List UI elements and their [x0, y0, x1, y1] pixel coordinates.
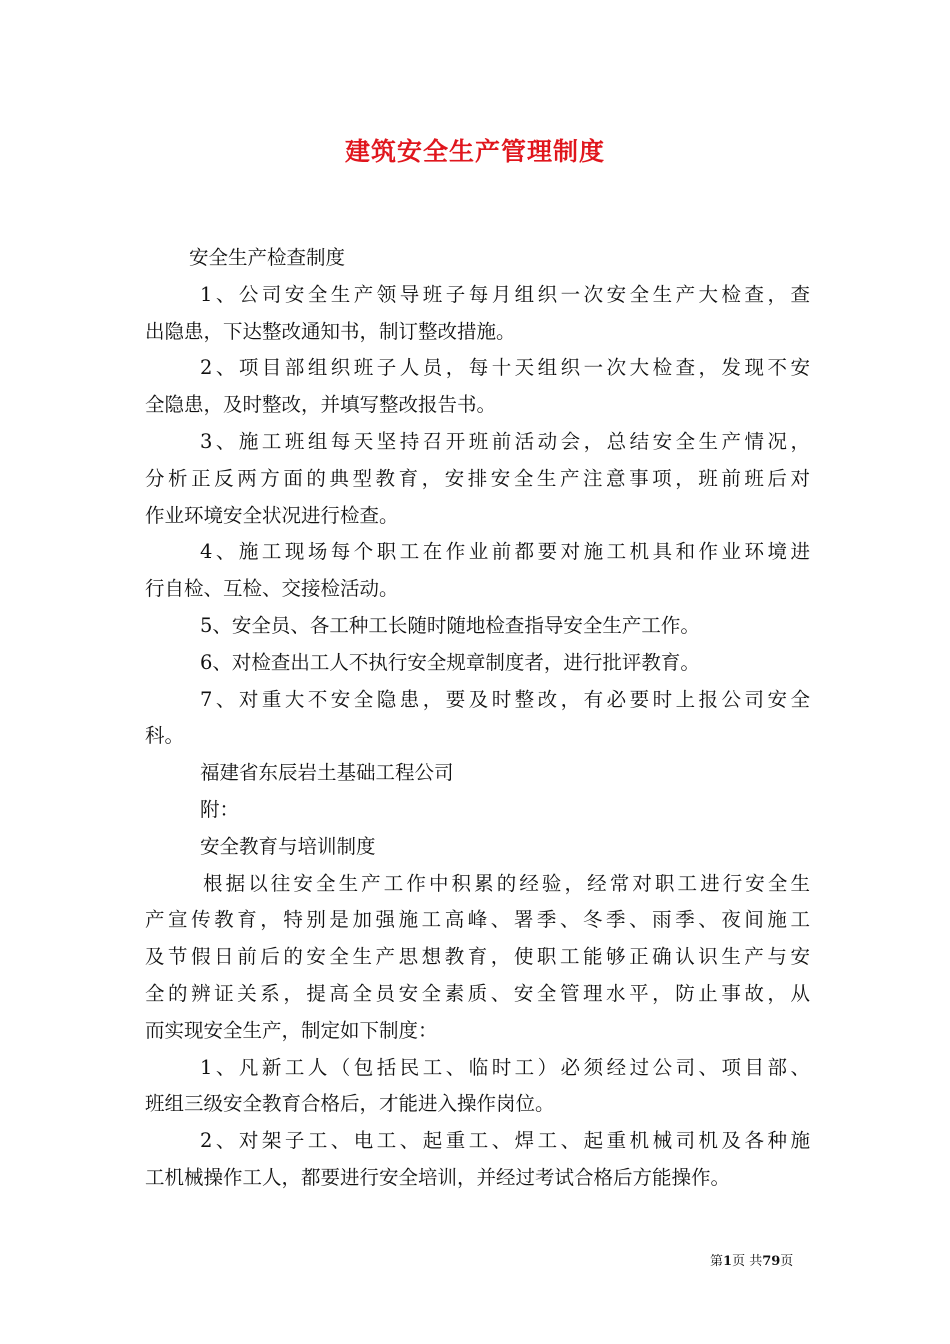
page-footer	[710, 1250, 793, 1269]
text-line: 作业环境安全状况进行检查。	[145, 503, 399, 527]
text-line: 出隐患，下达整改通知书，制订整改措施。	[145, 319, 516, 343]
footer-middle: 页 共	[732, 1254, 763, 1269]
text-line: 福建省东辰岩土基础工程公司	[200, 761, 454, 785]
page-title: 建筑安全生产管理制度	[344, 137, 605, 166]
text-line: 7、对重大不安全隐患，要及时整改，有必要时上报公司安全	[200, 687, 810, 711]
text-line: 6、对检查出工人不执行安全规章制度者，进行批评教育。	[200, 650, 700, 674]
text-line: 2、对架子工、电工、起重工、焊工、起重机械司机及各种施	[200, 1129, 810, 1153]
text-line: 班组三级安全教育合格后，才能进入操作岗位。	[145, 1092, 555, 1116]
text-line: 安全生产检查制度	[189, 246, 346, 269]
text-line: 1、公司安全生产领导班子每月组织一次安全生产大检查，查	[200, 282, 810, 306]
text-line: 安全教育与培训制度	[200, 834, 376, 858]
text-line: 产宣传教育，特别是加强施工高峰、署季、冬季、雨季、夜间施工	[145, 908, 810, 932]
text-line: 科。	[145, 724, 185, 748]
text-line: 行自检、互检、交接检活动。	[145, 577, 399, 601]
text-line: 分析正反两方面的典型教育，安排安全生产注意事项，班前班后对	[145, 466, 810, 490]
text-line: 及节假日前后的安全生产思想教育，使职工能够正确认识生产与安	[145, 945, 810, 969]
text-line: 2、项目部组织班子人员，每十天组织一次大检查，发现不安	[200, 356, 810, 380]
footer-page-number: 1	[723, 1254, 733, 1269]
text-line: 全隐患，及时整改，并填写整改报告书。	[145, 393, 497, 417]
text-line: 3、施工班组每天坚持召开班前活动会，总结安全生产情况，	[200, 429, 810, 453]
text-line: 1、凡新工人（包括民工、临时工）必须经过公司、项目部、	[200, 1055, 810, 1079]
text-line: 4、施工现场每个职工在作业前都要对施工机具和作业环境进	[200, 540, 810, 564]
text-line: 全的辨证关系，提高全员安全素质、安全管理水平，防止事故，从	[145, 981, 810, 1005]
document-body	[145, 240, 810, 1197]
text-line: 根据以往安全生产工作中积累的经验，经常对职工进行安全生	[203, 871, 810, 895]
footer-suffix: 页	[780, 1254, 794, 1269]
text-line: 附：	[200, 797, 240, 821]
text-line: 工机械操作工人，都要进行安全培训，并经过考试合格后方能操作。	[145, 1165, 731, 1189]
footer-total-pages: 79	[762, 1254, 781, 1269]
text-line: 5、安全员、各工种工长随时随地检查指导安全生产工作。	[200, 613, 700, 637]
footer-prefix: 第	[710, 1254, 724, 1269]
text-line: 而实现安全生产，制定如下制度：	[145, 1018, 438, 1042]
